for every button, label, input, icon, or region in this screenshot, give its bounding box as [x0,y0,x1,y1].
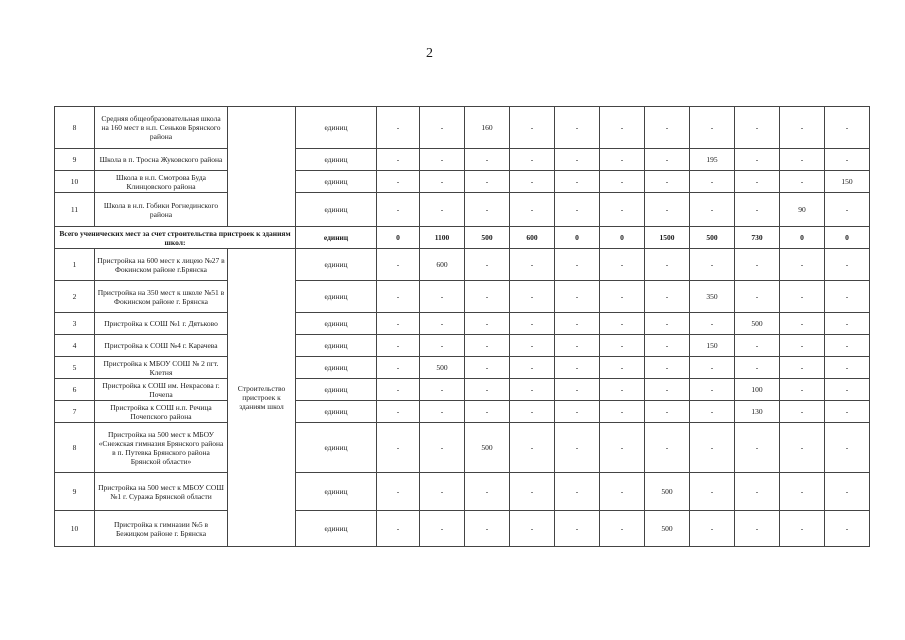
row-number: 4 [55,335,95,357]
value-cell: - [510,423,555,473]
page-number: 2 [426,46,433,61]
row-number: 9 [55,473,95,511]
table-row [55,281,870,313]
row-number: 8 [55,423,95,473]
value-cell: - [465,473,510,511]
value-cell: 160 [465,107,510,149]
value-cell: - [377,281,420,313]
value-cell: - [555,379,600,401]
value-cell: - [510,249,555,281]
value-cell: - [780,249,825,281]
value-cell: 150 [690,335,735,357]
value-cell: - [735,171,780,193]
value-cell: - [735,423,780,473]
value-cell: - [600,335,645,357]
value-cell: - [420,193,465,227]
table-row [55,313,870,335]
table-row [55,357,870,379]
value-cell: - [600,281,645,313]
value-cell: - [690,193,735,227]
total-value: 0 [555,227,600,249]
row-number: 2 [55,281,95,313]
value-cell: - [600,379,645,401]
value-cell: 350 [690,281,735,313]
value-cell: - [555,171,600,193]
value-cell: - [555,335,600,357]
value-cell: - [645,249,690,281]
value-cell: - [780,171,825,193]
value-cell: - [510,401,555,423]
value-cell: - [510,281,555,313]
value-cell: - [735,281,780,313]
value-cell: - [377,335,420,357]
value-cell: - [555,149,600,171]
total-value: 500 [690,227,735,249]
value-cell: - [735,335,780,357]
value-cell: 500 [645,473,690,511]
value-cell: - [780,473,825,511]
value-cell: - [377,401,420,423]
value-cell: - [825,313,870,335]
value-cell: - [420,473,465,511]
value-cell: - [510,335,555,357]
value-cell: 195 [690,149,735,171]
row-number: 11 [55,193,95,227]
value-cell: - [465,335,510,357]
value-cell: - [510,149,555,171]
value-cell: - [645,149,690,171]
value-cell: 130 [735,401,780,423]
value-cell: - [780,281,825,313]
value-cell: - [600,107,645,149]
row-number: 10 [55,511,95,547]
row-name: Пристройка к СОШ н.п. Речица Почепского района [95,401,228,423]
value-cell: - [555,511,600,547]
value-cell: - [510,107,555,149]
value-cell: - [510,511,555,547]
value-cell: - [690,249,735,281]
value-cell: - [645,357,690,379]
total-value: 0 [825,227,870,249]
value-cell: - [600,473,645,511]
value-cell: - [690,423,735,473]
value-cell: - [780,357,825,379]
row-name: Пристройка на 500 мест к МБОУ «Снежская гимназия Брянского района в п. Путевка Брянского района Брянской области» [95,423,228,473]
row-name: Пристройка на 350 мест к школе №51 в Фокинском районе г. Брянска [95,281,228,313]
value-cell: - [600,313,645,335]
table-row [55,401,870,423]
value-cell: - [645,193,690,227]
table-row [55,149,870,171]
value-cell: - [825,473,870,511]
value-cell: - [465,193,510,227]
value-cell: - [555,193,600,227]
value-cell: - [735,357,780,379]
value-cell: - [645,423,690,473]
row-name: Пристройка на 600 мест к лицею №27 в Фокинском районе г.Брянска [95,249,228,281]
value-cell: - [465,249,510,281]
row-number: 3 [55,313,95,335]
total-value: 730 [735,227,780,249]
value-cell: - [735,193,780,227]
unit-cell: единиц [296,227,377,249]
value-cell: - [780,511,825,547]
value-cell: 90 [780,193,825,227]
value-cell: - [510,193,555,227]
value-cell: - [780,313,825,335]
value-cell: - [377,473,420,511]
value-cell: - [735,249,780,281]
row-name: Пристройка к СОШ №4 г. Карачева [95,335,228,357]
table-row [55,193,870,227]
value-cell: - [690,357,735,379]
value-cell: - [645,313,690,335]
value-cell: - [690,511,735,547]
value-cell: 500 [645,511,690,547]
row-name: Пристройка на 500 мест к МБОУ СОШ №1 г. Суража Брянской области [95,473,228,511]
value-cell: - [780,379,825,401]
row-name: Школа в п. Тросна Жуковского района [95,149,228,171]
value-cell: - [555,473,600,511]
value-cell: - [555,281,600,313]
value-cell: - [420,379,465,401]
value-cell: - [510,171,555,193]
unit-cell: единиц [296,193,377,227]
table-row [55,249,870,281]
value-cell: - [555,357,600,379]
value-cell: - [420,107,465,149]
value-cell: - [825,357,870,379]
total-value: 0 [780,227,825,249]
row-name: Пристройка к МБОУ СОШ № 2 пгт. Клетня [95,357,228,379]
value-cell: - [465,401,510,423]
value-cell: - [645,335,690,357]
value-cell: 600 [420,249,465,281]
total-label: Всего ученических мест за счет строительства пристроек к зданиям школ: [55,227,296,249]
value-cell: - [735,107,780,149]
value-cell: - [555,249,600,281]
value-cell: - [690,401,735,423]
value-cell: - [465,149,510,171]
row-number: 10 [55,171,95,193]
value-cell: - [780,335,825,357]
value-cell: - [600,149,645,171]
value-cell: - [377,249,420,281]
value-cell: - [825,423,870,473]
value-cell: - [600,249,645,281]
value-cell: - [645,107,690,149]
value-cell: - [600,357,645,379]
value-cell: - [420,281,465,313]
value-cell: - [377,171,420,193]
table-row [55,107,870,149]
value-cell: - [825,249,870,281]
total-value: 1500 [645,227,690,249]
value-cell: - [735,149,780,171]
value-cell: - [825,149,870,171]
value-cell: - [420,171,465,193]
row-name: Пристройка к СОШ им. Некрасова г. Почепа [95,379,228,401]
category-cell [228,107,296,227]
value-cell: - [420,313,465,335]
value-cell: - [825,193,870,227]
value-cell: - [510,313,555,335]
row-number: 5 [55,357,95,379]
table-row [55,473,870,511]
value-cell: - [420,511,465,547]
value-cell: - [645,281,690,313]
value-cell: - [825,511,870,547]
total-value: 1100 [420,227,465,249]
total-value: 0 [600,227,645,249]
unit-cell: единиц [296,281,377,313]
unit-cell: единиц [296,313,377,335]
row-name: Пристройка к СОШ №1 г. Дятьково [95,313,228,335]
value-cell: - [377,357,420,379]
value-cell: - [825,107,870,149]
total-row [55,227,870,249]
value-cell: - [780,401,825,423]
row-name: Средняя общеобразовательная школа на 160 мест в н.п. Сеньков Брянского района [95,107,228,149]
value-cell: - [600,423,645,473]
unit-cell: единиц [296,335,377,357]
value-cell: - [420,401,465,423]
table-row [55,423,870,473]
value-cell: - [465,313,510,335]
value-cell: - [825,379,870,401]
table-row [55,511,870,547]
row-number: 7 [55,401,95,423]
value-cell: - [510,473,555,511]
unit-cell: единиц [296,401,377,423]
value-cell: - [825,401,870,423]
value-cell: - [465,171,510,193]
value-cell: - [465,281,510,313]
value-cell: - [735,473,780,511]
value-cell: - [420,423,465,473]
row-name: Школа в н.п. Смотрова Буда Клинцовского района [95,171,228,193]
value-cell: 500 [735,313,780,335]
value-cell: - [600,401,645,423]
value-cell: - [600,193,645,227]
value-cell: 100 [735,379,780,401]
value-cell: - [690,171,735,193]
value-cell: - [825,281,870,313]
unit-cell: единиц [296,511,377,547]
value-cell: - [555,401,600,423]
value-cell: - [600,171,645,193]
category-cell: Строительство пристроек к зданиям школ [228,249,296,547]
value-cell: - [420,149,465,171]
row-name: Школа в н.п. Гобики Рогнединского района [95,193,228,227]
value-cell: - [465,511,510,547]
value-cell: - [420,335,465,357]
value-cell: - [555,313,600,335]
unit-cell: единиц [296,149,377,171]
value-cell: - [377,379,420,401]
value-cell: - [645,171,690,193]
value-cell: - [377,313,420,335]
unit-cell: единиц [296,249,377,281]
value-cell: - [600,511,645,547]
value-cell: - [690,379,735,401]
unit-cell: единиц [296,379,377,401]
value-cell: - [825,335,870,357]
value-cell: - [645,401,690,423]
value-cell: - [690,473,735,511]
value-cell: - [465,357,510,379]
value-cell: - [780,107,825,149]
total-value: 600 [510,227,555,249]
row-number: 6 [55,379,95,401]
unit-cell: единиц [296,171,377,193]
row-number: 1 [55,249,95,281]
value-cell: - [690,107,735,149]
value-cell: 500 [420,357,465,379]
row-number: 9 [55,149,95,171]
value-cell: - [555,107,600,149]
value-cell: - [510,357,555,379]
unit-cell: единиц [296,473,377,511]
value-cell: - [690,313,735,335]
value-cell: - [465,379,510,401]
value-cell: - [377,193,420,227]
unit-cell: единиц [296,107,377,149]
value-cell: - [377,423,420,473]
value-cell: - [735,511,780,547]
table-row [55,379,870,401]
data-table [54,106,870,547]
total-value: 500 [465,227,510,249]
table-row [55,171,870,193]
value-cell: - [510,379,555,401]
value-cell: - [377,149,420,171]
value-cell: - [645,379,690,401]
value-cell: 150 [825,171,870,193]
unit-cell: единиц [296,357,377,379]
row-number: 8 [55,107,95,149]
unit-cell: единиц [296,423,377,473]
value-cell: - [780,423,825,473]
value-cell: - [780,149,825,171]
value-cell: 500 [465,423,510,473]
value-cell: - [555,423,600,473]
table-row [55,335,870,357]
value-cell: - [377,511,420,547]
value-cell: - [377,107,420,149]
total-value: 0 [377,227,420,249]
row-name: Пристройка к гимназии №5 в Бежицком районе г. Брянска [95,511,228,547]
